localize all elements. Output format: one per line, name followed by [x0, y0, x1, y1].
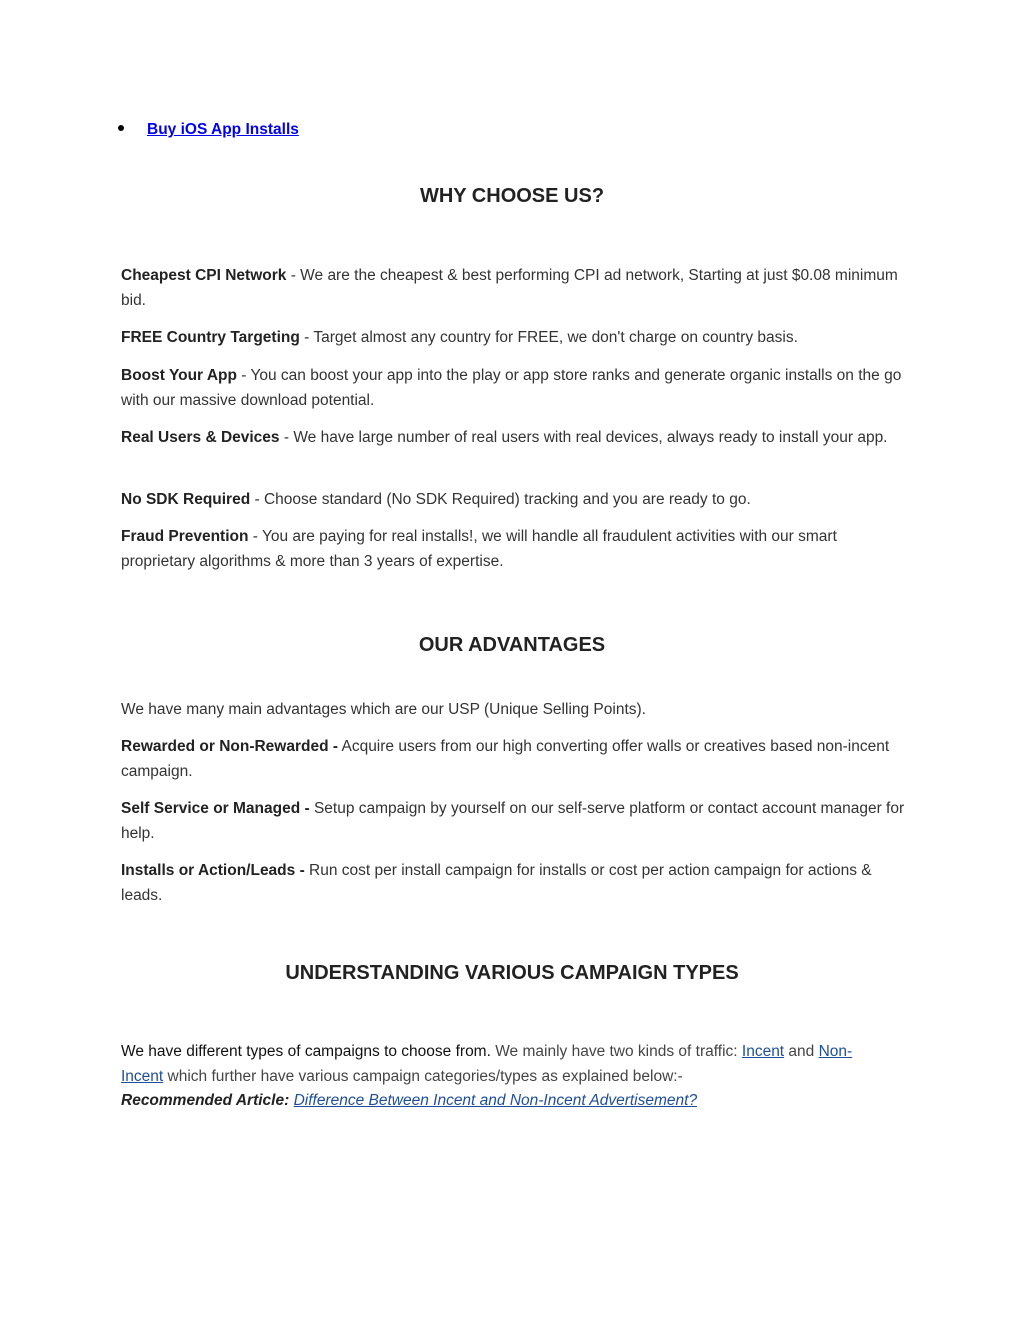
- campaign-intro-c: which further have various campaign categories/types as explained below:-: [163, 1067, 683, 1085]
- why-item-text: - We have large number of real users with real devices, always ready to install your app.: [279, 429, 888, 446]
- why-item-title: Boost Your App: [121, 367, 237, 384]
- why-item-no-sdk: [121, 488, 911, 513]
- advantage-item-title: Self Service or Managed -: [121, 800, 310, 817]
- why-item-text: - Target almost any country for FREE, we don't charge on country basis.: [299, 329, 798, 346]
- advantage-item-title: Installs or Action/Leads -: [121, 862, 305, 879]
- why-item-fraud-prevention: [121, 525, 911, 574]
- advantage-item-text: Setup campaign by yourself on our self-serve platform or contact account manager for help.: [121, 800, 905, 842]
- why-item-text: - You are paying for real installs!, we will handle all fraudulent activities with our smart proprietary algorithms & more than 3 years of expertise.: [121, 528, 837, 570]
- advantages-intro: We have many main advantages which are our USP (Unique Selling Points).: [121, 701, 646, 718]
- why-item-text: - Choose standard (No SDK Required) tracking and you are ready to go.: [250, 491, 751, 508]
- recommended-article-label: Recommended Article:: [121, 1092, 290, 1109]
- bullet-list-item: [118, 121, 299, 139]
- advantage-item-self-service: [121, 797, 911, 846]
- why-item-cheapest-cpi: [121, 264, 911, 313]
- why-item-title: Fraud Prevention: [121, 528, 249, 545]
- why-choose-us-heading: WHY CHOOSE US?: [419, 185, 605, 207]
- campaign-types-heading: UNDERSTANDING VARIOUS CAMPAIGN TYPES: [285, 962, 739, 984]
- why-item-text: - We are the cheapest & best performing CPI ad network, Starting at just $0.08 minimum bid.: [121, 267, 898, 309]
- why-item-title: Real Users & Devices: [121, 429, 280, 446]
- why-item-free-country: [121, 326, 911, 351]
- advantage-item-rewarded: [121, 735, 911, 784]
- why-item-real-users: [121, 426, 911, 451]
- recommended-article-link[interactable]: Difference Between Incent and Non-Incent Advertisement?: [293, 1092, 698, 1109]
- advantage-item-text: Run cost per install campaign for installs or cost per action campaign for actions & leads.: [121, 862, 872, 904]
- why-item-boost-app: [121, 364, 911, 413]
- campaign-intro-b: We mainly have two kinds of traffic:: [490, 1043, 742, 1060]
- non-incent-link[interactable]: Non-Incent: [121, 1043, 853, 1085]
- why-item-title: Cheapest CPI Network: [121, 267, 287, 284]
- why-item-title: FREE Country Targeting: [121, 329, 300, 346]
- campaign-and-text: and: [784, 1043, 819, 1060]
- buy-ios-installs-link[interactable]: Buy iOS App Installs: [147, 121, 299, 138]
- advantage-item-installs-leads: [121, 859, 911, 908]
- campaign-types-intro: [121, 1040, 856, 1114]
- our-advantages-heading: OUR ADVANTAGES: [418, 634, 606, 656]
- why-item-title: No SDK Required: [121, 491, 251, 508]
- campaign-intro-a: We have different types of campaigns to choose from.: [121, 1043, 491, 1060]
- why-item-text: - You can boost your app into the play or app store ranks and generate organic installs on the go with our massive download potential.: [121, 367, 902, 409]
- incent-link[interactable]: Incent: [741, 1043, 785, 1060]
- advantage-item-title: Rewarded or Non-Rewarded -: [121, 738, 339, 755]
- advantage-item-text: Acquire users from our high converting offer walls or creatives based non-incent campaign.: [121, 738, 890, 780]
- bullet-icon: [118, 125, 124, 131]
